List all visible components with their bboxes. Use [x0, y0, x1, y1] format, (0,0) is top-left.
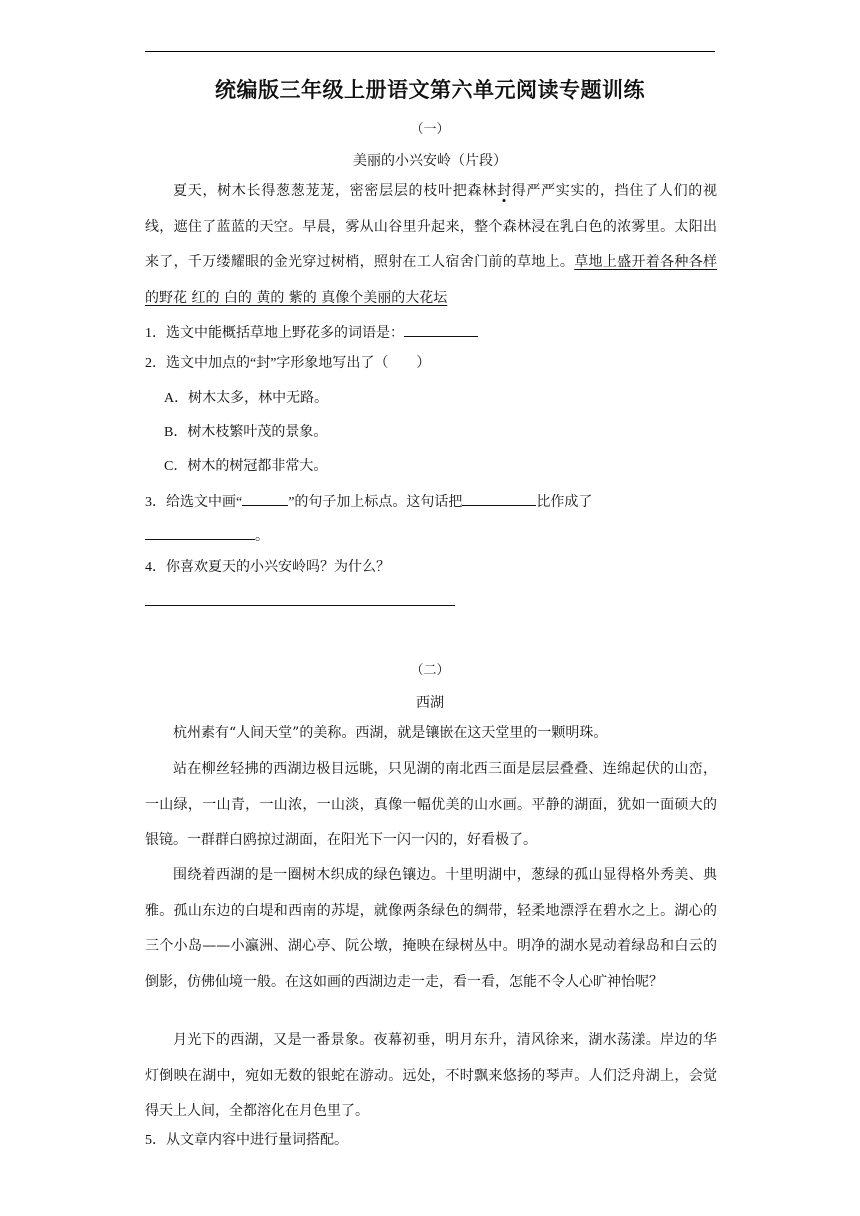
option-a[interactable]: A．树木太多，林中无路。	[164, 391, 329, 406]
passage-2-paragraph-4: 月光下的西湖，又是一番景象。夜幕初垂，明月东升，清风徐来，湖水荡漾。岸边的华灯倒映在湖中，宛如无数的银蛇在游动。远处，不时飘来悠扬的琴声。人们泛舟湖上，会觉得天上人间，全都溶化在月色里了。	[145, 1032, 717, 1119]
underline-mark-sample	[242, 491, 288, 506]
option-c[interactable]: C．树木的树冠都非常大。	[164, 459, 328, 474]
passage-title-2: 西湖	[416, 695, 444, 711]
question-3-line-2	[145, 525, 717, 547]
passage-2-paragraph-1: 杭州素有“人间天堂”的美称。西湖，就是镶嵌在这天堂里的一颗明珠。	[173, 725, 608, 741]
question-4: 4．你喜欢夏天的小兴安岭吗？为什么？	[145, 560, 390, 575]
page-title: 统编版三年级上册语文第六单元阅读专题训练	[215, 77, 645, 102]
question-1-text: 1．选文中能概括草地上野花多的词语是：	[145, 326, 404, 341]
question-2: 2．选文中加点的“封”字形象地写出了（ ）	[145, 356, 431, 371]
passage-2-paragraph-3: 围绕着西湖的是一圈树木织成的绿色镶边。十里明湖中，葱绿的孤山显得格外秀美、典雅。孤山东边的白堤和西南的苏堤，就像两条绿色的绸带，轻柔地漂浮在碧水之上。湖心的三个小岛——小瀛洲、湖心亭、阮公墩，掩映在绿树丛中。明净的湖水晃动着绿岛和白云的倒影，仿佛仙境一般。在这如画的西湖边走一走，看一看，怎能不令人心旷神怡呢？	[145, 867, 717, 990]
question-1	[145, 322, 717, 344]
question-5: 5．从文章内容中进行量词搭配。	[145, 1133, 348, 1148]
underlined-sentence: 草地上盛开着各种各样的野花 红的 白的 黄的 紫的 真像个美丽的大花坛	[145, 254, 718, 306]
answer-blank-q3-second[interactable]	[145, 525, 255, 540]
passage-1-paragraph	[145, 174, 717, 316]
question-3-text-c: 比作成了	[536, 495, 593, 510]
dotted-character: 封	[496, 183, 512, 199]
answer-blank-q3-first[interactable]	[462, 491, 536, 506]
passage-title-1: 美丽的小兴安岭（片段）	[353, 153, 507, 169]
header-rule	[145, 51, 715, 52]
section-label-1: （一）	[410, 122, 450, 137]
section-label-2: （二）	[410, 663, 450, 678]
option-b[interactable]: B．树木枝繁叶茂的景象。	[164, 425, 328, 440]
question-3-text-a: 3．给选文中画“	[145, 495, 243, 510]
answer-line-q4[interactable]	[145, 605, 455, 606]
passage-1-text-a: 夏天，树木长得葱葱茏茏，密密层层的枝叶把森林	[173, 183, 497, 199]
passage-2-paragraph-2: 站在柳丝轻拂的西湖边极目远眺，只见湖的南北西三面是层层叠叠、连绵起伏的山峦，一山绿，一山青，一山浓，一山淡，真像一幅优美的山水画。平静的湖面，犹如一面硕大的银镜。一群群白鸥掠过湖面，在阳光下一闪一闪的，好看极了。	[145, 761, 717, 848]
answer-blank-q1[interactable]	[404, 322, 478, 337]
passage-1-text-b: 得严严实实的，挡住了人们的视线，遮住了蓝蓝的天空。早晨，雾从山谷里升起来，整个森林浸在乳白色的浓雾里。太阳出来了，千万缕耀眼的金光穿过树梢，照射在工人宿舍门前的草地上。	[145, 183, 718, 270]
question-3	[145, 491, 717, 513]
question-3-end: 。	[255, 529, 269, 544]
question-3-text-b: ”的句子加上标点。这句话把	[288, 495, 463, 510]
